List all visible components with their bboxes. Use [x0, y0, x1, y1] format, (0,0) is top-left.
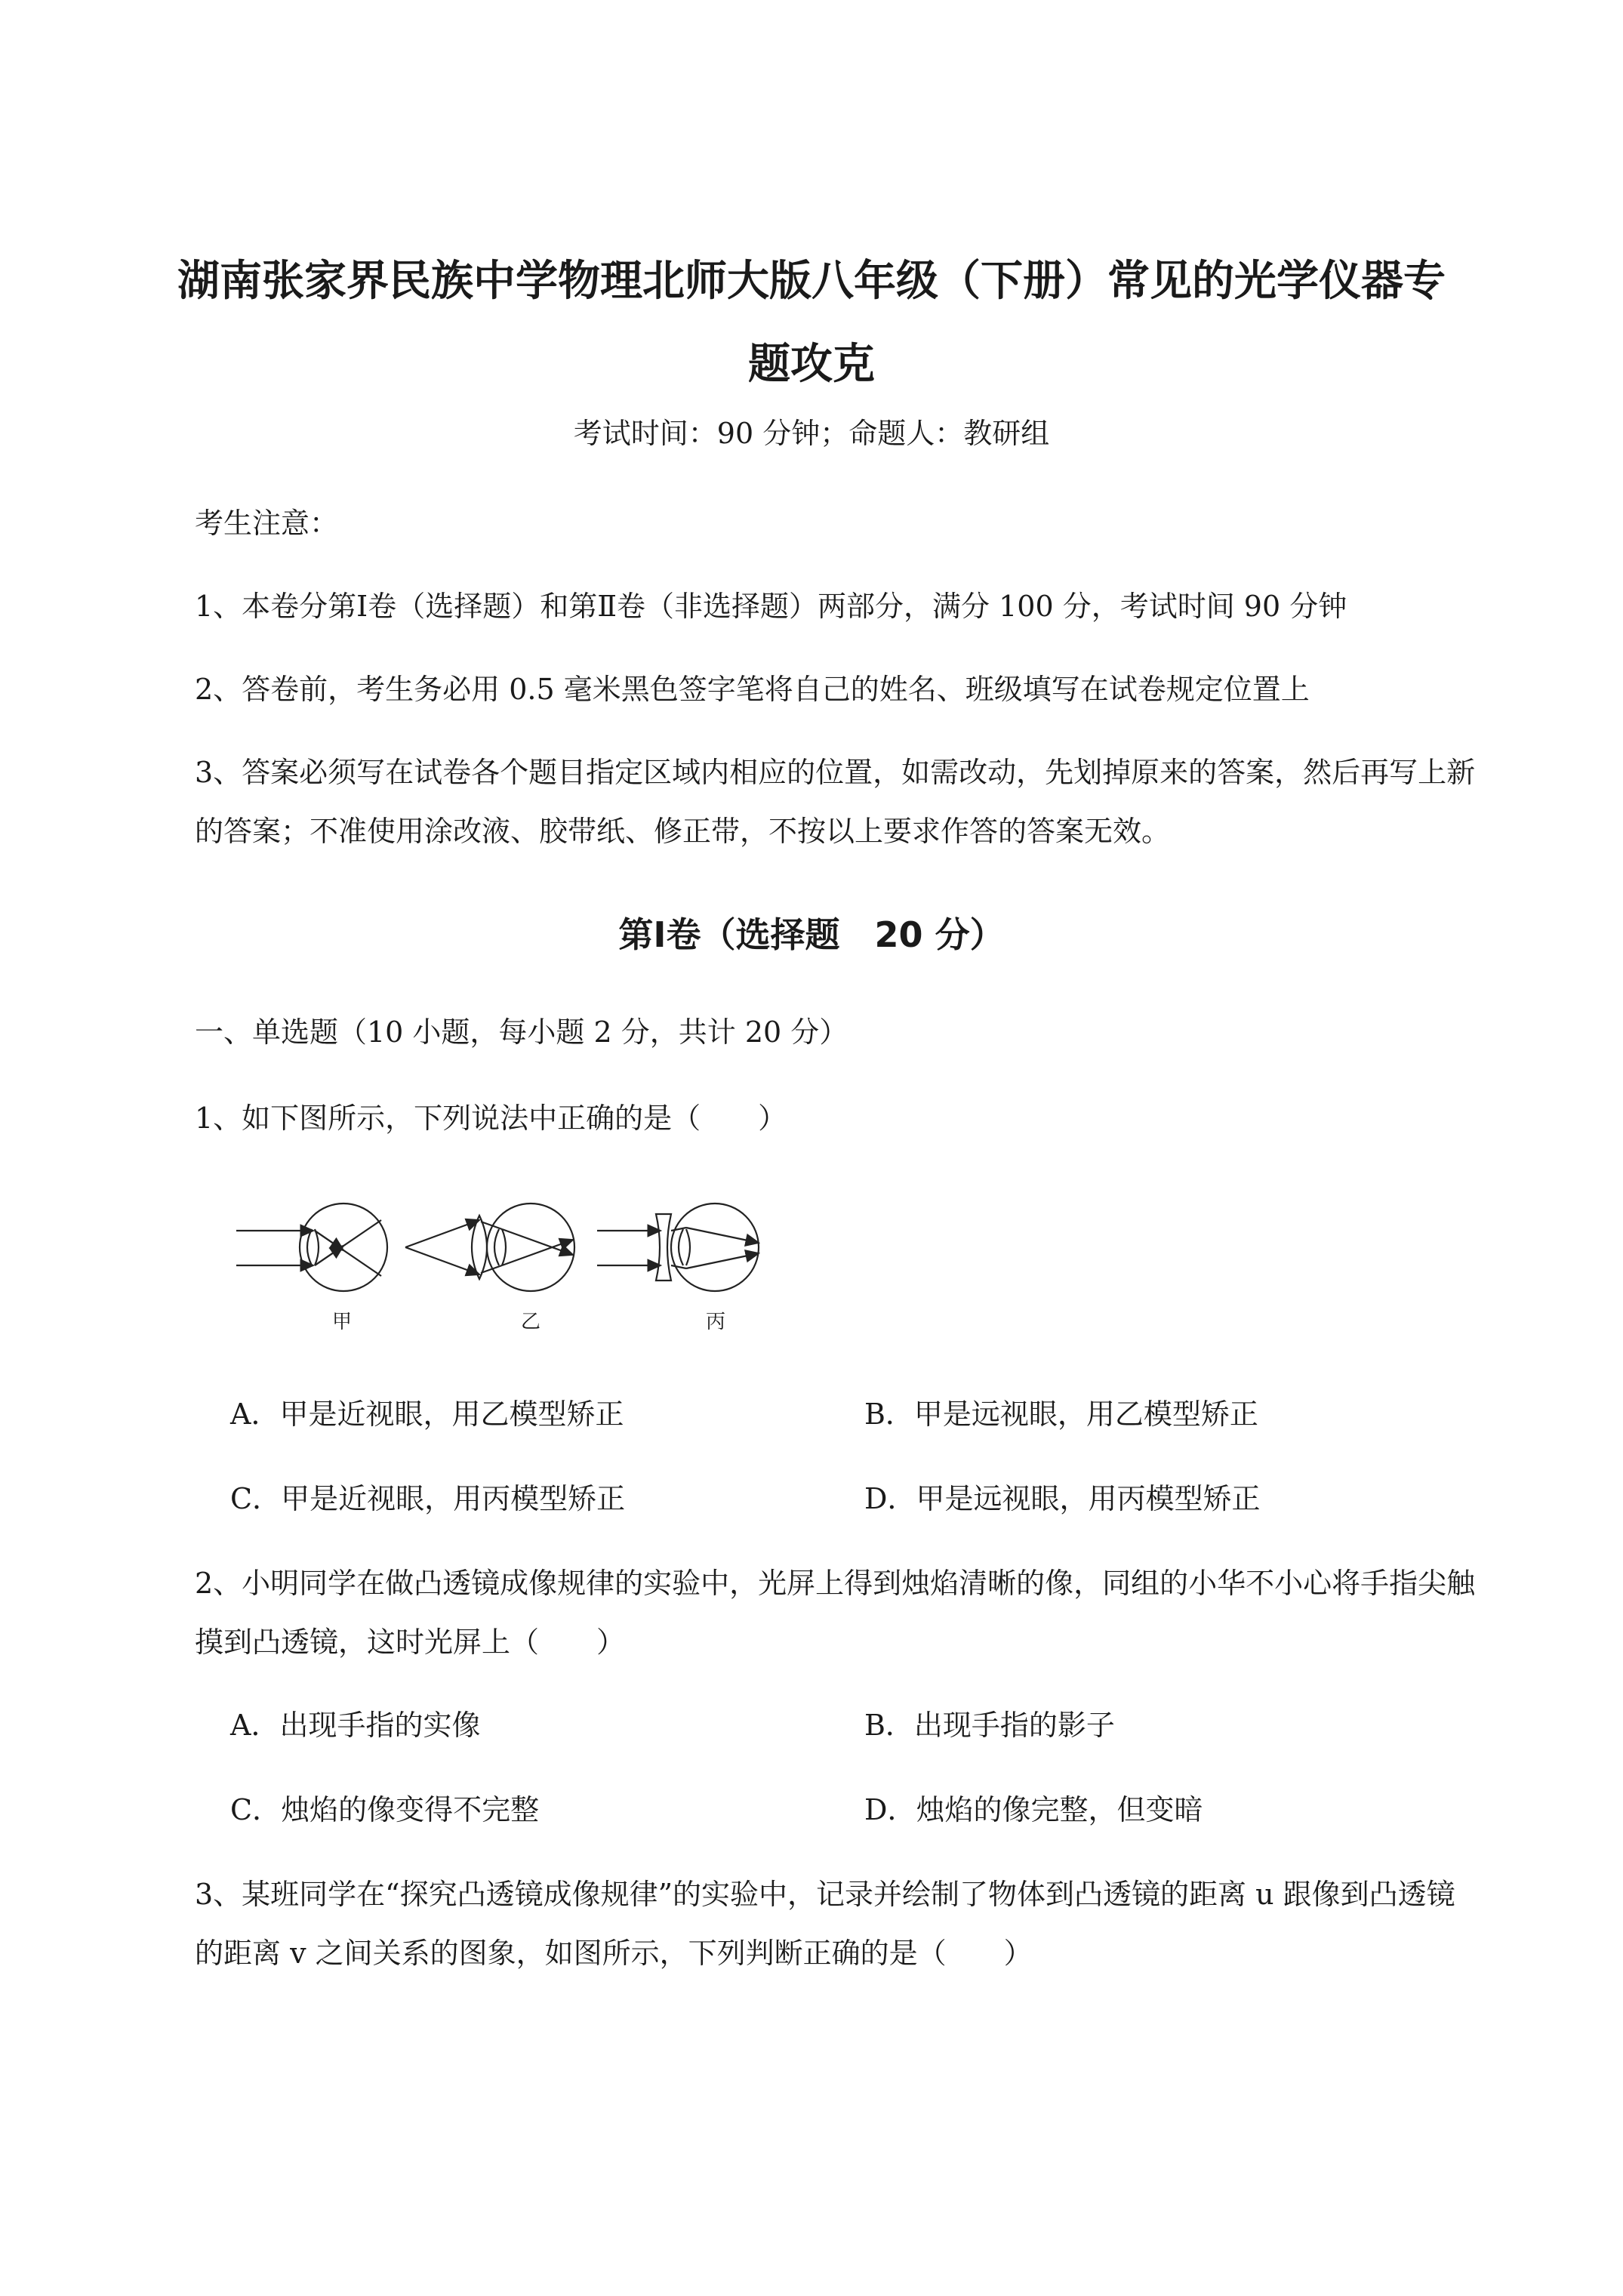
- question-2-option-b: B．出现手指的影子: [864, 1709, 1115, 1742]
- exam-info: 考试时间：90 分钟；命题人：教研组: [573, 417, 1050, 450]
- eye-jia-icon: [236, 1203, 387, 1291]
- question-1-option-b: B．甲是远视眼，用乙模型矫正: [864, 1398, 1258, 1431]
- figure-label-jia: 甲: [332, 1311, 353, 1333]
- figure-label-yi: 乙: [521, 1311, 541, 1333]
- question-1-option-a: A．甲是近视眼，用乙模型矫正: [230, 1398, 624, 1431]
- question-2-stem-line-1: 2、小明同学在做凸透镜成像规律的实验中，光屏上得到烛焰清晰的像，同组的小华不小心将手指尖触: [195, 1567, 1476, 1600]
- eye-diagram-figure: [230, 1193, 774, 1336]
- section-title: 第Ⅰ卷（选择题 20 分）: [618, 914, 1005, 955]
- question-2-option-a: A．出现手指的实像: [230, 1709, 481, 1742]
- question-2-stem-line-2: 摸到凸透镜，这时光屏上（ ）: [195, 1626, 626, 1659]
- question-1-stem: 1、如下图所示，下列说法中正确的是（ ）: [195, 1102, 787, 1135]
- page-title-line-2: 题攻克: [748, 340, 875, 389]
- notice-item-3-line-2: 的答案；不准使用涂改液、胶带纸、修正带，不按以上要求作答的答案无效。: [195, 815, 1171, 848]
- eye-yi-icon: [405, 1203, 574, 1291]
- notice-item-1: 1、本卷分第Ⅰ卷（选择题）和第Ⅱ卷（非选择题）两部分，满分 100 分，考试时间 90 分钟: [195, 590, 1347, 623]
- notice-item-2: 2、答卷前，考生务必用 0.5 毫米黑色签字笔将自己的姓名、班级填写在试卷规定位置上: [195, 673, 1310, 706]
- figure-label-bing: 丙: [706, 1311, 726, 1333]
- question-3-stem-line-2: 的距离 v 之间关系的图象，如图所示，下列判断正确的是（ ）: [195, 1937, 1033, 1970]
- question-2-option-d: D．烛焰的像完整，但变暗: [864, 1793, 1203, 1826]
- question-2-option-c: C．烛焰的像变得不完整: [230, 1793, 540, 1826]
- notice-heading: 考生注意：: [195, 507, 339, 540]
- eye-bing-icon: [597, 1203, 759, 1291]
- question-3-stem-line-1: 3、某班同学在“探究凸透镜成像规律”的实验中，记录并绘制了物体到凸透镜的距离 u 跟像到凸透镜: [195, 1878, 1455, 1911]
- page-title-line-1: 湖南张家界民族中学物理北师大版八年级（下册）常见的光学仪器专: [177, 257, 1446, 306]
- notice-item-3-line-1: 3、答案必须写在试卷各个题目指定区域内相应的位置，如需改动，先划掉原来的答案，然后再写上新: [195, 756, 1476, 789]
- section-subtitle: 一、单选题（10 小题，每小题 2 分，共计 20 分）: [195, 1015, 848, 1049]
- question-1-option-c: C．甲是近视眼，用丙模型矫正: [230, 1482, 626, 1515]
- question-1-option-d: D．甲是远视眼，用丙模型矫正: [864, 1482, 1261, 1515]
